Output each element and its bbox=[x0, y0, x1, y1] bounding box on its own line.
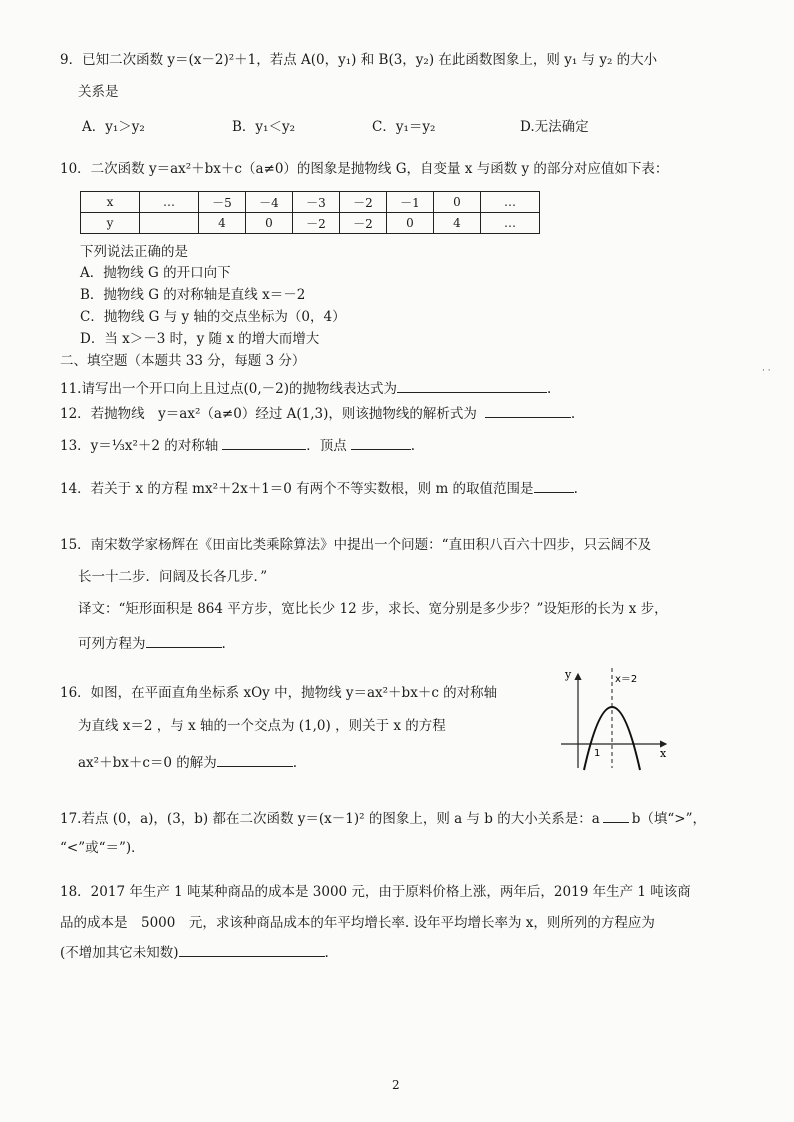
q17-text-end: b（填“>”， bbox=[631, 811, 707, 827]
q10-option-d: D．当 x＞－3 时，y 随 x 的增大而增大 bbox=[80, 331, 320, 347]
q14-text: 14．若关于 x 的方程 mx²＋2x＋1＝0 有两个不等实数根，则 m 的取值范围是 bbox=[60, 481, 534, 497]
q13-axis-blank[interactable] bbox=[222, 435, 306, 450]
q18-stem: 18．2017 年生产 1 吨某种商品的成本是 3000 元，由于原料价格上涨，两年后，2019 年生产 1 吨该商 bbox=[60, 884, 691, 900]
q17 bbox=[60, 808, 706, 829]
parabola-figure bbox=[556, 664, 676, 772]
q12-text: 12．若抛物线 y＝ax²（a≠0）经过 A(1,3)，则该抛物线的解析式为 bbox=[60, 406, 477, 422]
table-cell: －2 bbox=[340, 213, 387, 234]
q18-end: . bbox=[324, 945, 329, 961]
q10-prompt: 下列说法正确的是 bbox=[80, 244, 188, 260]
q13-end: . bbox=[410, 438, 416, 454]
q18-answer-blank[interactable] bbox=[179, 942, 325, 957]
q14 bbox=[60, 478, 578, 499]
q16-stem-cont: 为直线 x＝2 ，与 x 轴的一个交点为 (1,0) ，则关于 x 的方程 bbox=[78, 718, 446, 734]
table-cell: 0 bbox=[246, 213, 293, 234]
table-cell: … bbox=[140, 192, 199, 213]
page-number: 2 bbox=[392, 1078, 400, 1092]
q9-option-b: B．y₁＜y₂ bbox=[232, 119, 295, 135]
q13-mid: ．顶点 bbox=[306, 438, 347, 454]
table-cell: y bbox=[81, 213, 140, 234]
q11-end: . bbox=[546, 381, 552, 397]
margin-mark: · · bbox=[762, 366, 771, 376]
table-cell: －5 bbox=[199, 192, 246, 213]
table-cell: x bbox=[81, 192, 140, 213]
q11-answer-blank[interactable] bbox=[397, 378, 547, 393]
q10-option-a: A．抛物线 G 的开口向下 bbox=[80, 265, 231, 281]
table-cell bbox=[140, 213, 199, 234]
section-heading: 二、填空题（本题共 33 分，每题 3 分） bbox=[60, 353, 306, 369]
table-cell: … bbox=[481, 192, 540, 213]
q14-answer-blank[interactable] bbox=[534, 478, 574, 493]
table-cell: 4 bbox=[434, 213, 481, 234]
q15-translation: 译文：“矩形面积是 864 平方步，宽比长少 12 步，求长、宽分别是多少步？”设矩形的长为 x 步， bbox=[78, 601, 668, 617]
q14-end: . bbox=[573, 481, 578, 497]
q12 bbox=[60, 403, 575, 424]
q9-stem-cont: 关系是 bbox=[78, 84, 119, 100]
table-cell: －4 bbox=[246, 192, 293, 213]
q16-answer-line bbox=[78, 752, 297, 773]
table-cell: －1 bbox=[387, 192, 434, 213]
table-cell: －3 bbox=[293, 192, 340, 213]
q15-text: 可列方程为 bbox=[78, 636, 146, 652]
table-cell: 0 bbox=[387, 213, 434, 234]
x-axis-label: x bbox=[660, 747, 667, 760]
q17-cont: “<”或“＝”)． bbox=[60, 840, 145, 856]
q13-text: 13．y＝⅓x²＋2 的对称轴 bbox=[60, 438, 219, 454]
q11 bbox=[60, 378, 551, 399]
q18-text: (不增加其它未知数) bbox=[60, 945, 179, 961]
table-row bbox=[81, 192, 540, 213]
q17-answer-blank[interactable] bbox=[603, 808, 629, 823]
table-cell: －2 bbox=[293, 213, 340, 234]
q9-option-a: A．y₁＞y₂ bbox=[82, 119, 145, 135]
q13-vertex-blank[interactable] bbox=[351, 435, 411, 450]
q10-stem: 10．二次函数 y＝ax²＋bx＋c（a≠0）的图象是抛物线 G，自变量 x 与函数 y 的部分对应值如下表： bbox=[60, 161, 669, 177]
table-row bbox=[81, 213, 540, 234]
symmetry-axis-label: x＝2 bbox=[615, 674, 638, 685]
q16-answer-blank[interactable] bbox=[217, 752, 293, 767]
root-tick-label: 1 bbox=[594, 748, 601, 759]
y-axis-label: y bbox=[565, 668, 572, 681]
q10-option-c: C．抛物线 G 与 y 轴的交点坐标为（0，4） bbox=[80, 309, 346, 325]
q16-text: ax²＋bx＋c＝0 的解为 bbox=[78, 755, 217, 771]
q12-answer-blank[interactable] bbox=[485, 403, 571, 418]
table-cell: －2 bbox=[340, 192, 387, 213]
q9-option-c: C．y₁＝y₂ bbox=[372, 119, 436, 135]
q11-text: 11.请写出一个开口向上且过点(0,－2)的抛物线表达式为 bbox=[60, 381, 397, 397]
q18-answer-line bbox=[60, 942, 329, 963]
q16-stem: 16．如图，在平面直角坐标系 xOy 中，抛物线 y＝ax²＋bx＋c 的对称轴 bbox=[60, 685, 498, 701]
q15-end: . bbox=[221, 636, 226, 652]
table-cell: 0 bbox=[434, 192, 481, 213]
q15-answer-line bbox=[78, 633, 226, 654]
q13 bbox=[60, 435, 415, 456]
q9-option-d: D.无法确定 bbox=[520, 119, 589, 135]
q15-stem: 15．南宋数学家杨辉在《田亩比类乘除算法》中提出一个问题：“直田积八百六十四步，只云阔不及 bbox=[60, 537, 652, 553]
q9-stem: 9．已知二次函数 y＝(x－2)²＋1，若点 A(0，y₁) 和 B(3，y₂) 在此函数图象上，则 y₁ 与 y₂ 的大小 bbox=[60, 52, 658, 68]
q12-end: . bbox=[570, 406, 576, 422]
value-table bbox=[80, 191, 540, 234]
table-cell: … bbox=[481, 213, 540, 234]
q16-end: . bbox=[292, 755, 298, 771]
q17-text: 17.若点 (0，a)，(3，b) 都在二次函数 y＝(x－1)² 的图象上，则 a 与 b 的大小关系是：a bbox=[60, 811, 600, 827]
q15-stem-cont: 长一十二步．问阔及长各几步．” bbox=[78, 569, 268, 585]
q10-option-b: B．抛物线 G 的对称轴是直线 x＝－2 bbox=[80, 287, 306, 303]
table-cell: 4 bbox=[199, 213, 246, 234]
q15-answer-blank[interactable] bbox=[146, 633, 222, 648]
q18-stem-cont: 品的成本是 5000 元，求该种商品成本的年平均增长率. 设年平均增长率为 x，则所列的方程应为 bbox=[60, 915, 655, 931]
